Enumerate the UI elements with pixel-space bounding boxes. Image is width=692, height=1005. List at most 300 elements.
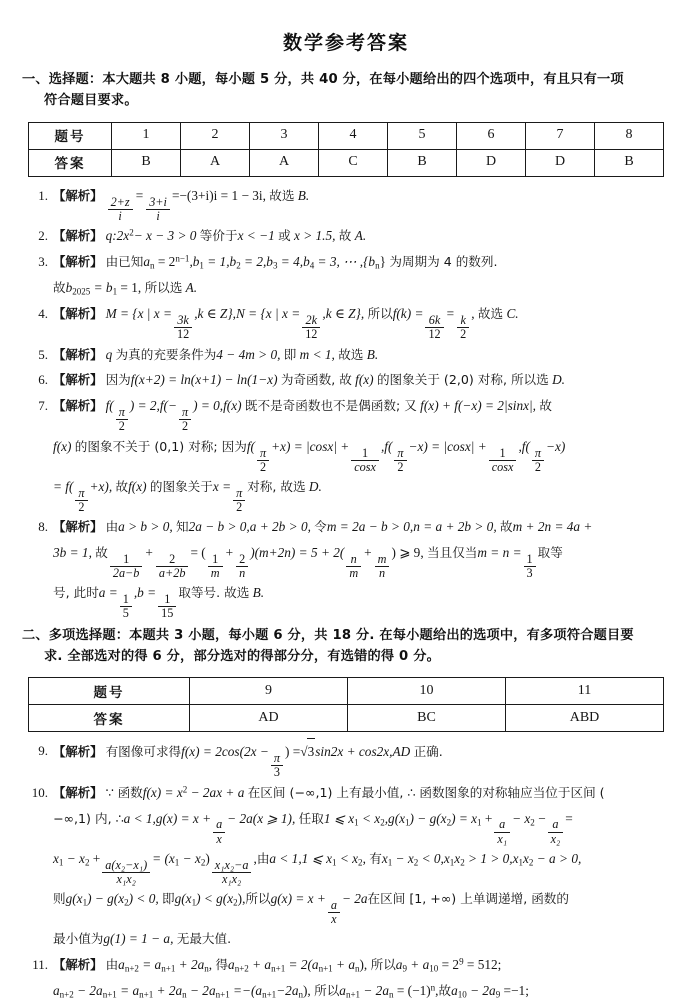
expr-equals-a: = a [138, 957, 162, 973]
subscript: n [375, 260, 380, 271]
section-one-line2: 符合题目要求。 [44, 93, 138, 109]
expression-rest: =−(3+i)i = 1 − 3i, [171, 187, 266, 203]
fraction-numerator: 2 [156, 553, 189, 567]
table-cell-q8: 8 [595, 122, 664, 149]
expr-minus-2a: − 2a [360, 983, 389, 999]
equals-b1: = b [90, 280, 113, 296]
subscript: n+1 [271, 963, 286, 974]
table-cell-a10: BC [348, 705, 506, 732]
table-row-header-number: 题号 [29, 122, 112, 149]
parity-text: 既不是奇函数也不是偶函数; 又 [244, 398, 417, 414]
min-value-text: 在区间 (−∞,1) 上有最小值, ∴ 函数图象的对称轴应当位于区间 ( [247, 784, 605, 800]
expr-plus-a: + a [332, 957, 355, 973]
fraction-1-over-cosx [351, 447, 379, 474]
expr-x: x [454, 850, 461, 866]
fraction-denominator: cosx [491, 459, 514, 474]
comma: , [208, 957, 213, 973]
conclusion-text: 取等号. 故选 [178, 585, 250, 601]
answer-choice: A. [354, 228, 367, 244]
fraction-numerator: 3+i [146, 196, 170, 210]
fraction-numerator: π [116, 406, 128, 420]
expr-minus-a-gt-0: − a > 0, [533, 850, 582, 866]
analysis-tag: 【解析】 [53, 398, 103, 414]
table-cell-q2: 2 [181, 122, 250, 149]
close-paren: ), [303, 983, 311, 999]
expr-3b-1: 3b = 1, [53, 545, 92, 561]
fraction-1-over-m [208, 553, 223, 580]
equals-0-fx: ) = 0,f(x) [193, 398, 242, 414]
equals-two: = 2 [154, 253, 176, 269]
correct-text: 正确. [413, 744, 443, 760]
expr-plus-a: + a [248, 957, 272, 973]
from-graph-text: 有图像可求得 [105, 744, 182, 760]
expr-minus-gx: ) − g(x [87, 891, 125, 907]
fraction-numerator: 1 [110, 553, 143, 567]
from-text: 由 [105, 519, 119, 535]
expr-equals-neg-open: =−(a [229, 983, 263, 999]
fraction-denominator: 12 [428, 327, 441, 342]
fraction-pi-over-2 [75, 487, 87, 514]
fraction-denominator: x [331, 912, 337, 927]
b-value-3: = 4,b [277, 253, 310, 269]
fraction-3plusi-over-i [146, 196, 170, 223]
subscript: n [204, 963, 209, 974]
table-cell-a11: ABD [506, 705, 664, 732]
conclusion-text: 对称, 故选 [247, 478, 306, 494]
analysis-tag: 【解析】 [53, 784, 103, 800]
subscript: 9 [402, 963, 407, 974]
solution-number: 2. [38, 228, 48, 244]
solution-number: 3. [38, 253, 48, 269]
solution-number: 11. [32, 957, 48, 973]
fraction-numerator: π [75, 487, 87, 501]
table-row [29, 122, 664, 149]
expr-abs-cos: +x) = |cosx| + [271, 438, 350, 454]
exponent: n [430, 983, 436, 994]
expr-minus-2a: − 2a [186, 983, 216, 999]
fraction-numerator: 1 [351, 447, 379, 461]
fraction-denominator: 2 [236, 499, 243, 514]
solution-line [53, 514, 670, 540]
namely-text: 即 [283, 346, 297, 362]
answer-table-one [28, 122, 664, 177]
fraction-pi-over-2 [394, 447, 406, 474]
subscript: 2 [200, 857, 206, 868]
solution-item-7 [22, 393, 670, 514]
analysis-tag: 【解析】 [53, 372, 103, 388]
solution-number: 1. [38, 187, 48, 203]
expr-a: a [228, 957, 235, 973]
fraction-numerator: k [457, 314, 469, 328]
solution-number: 6. [38, 372, 48, 388]
fraction-denominator: n [239, 566, 246, 581]
subscript: 1 [82, 897, 88, 908]
plus-sign: + [225, 545, 234, 561]
solution-item-5 [22, 342, 670, 368]
because-function-text: ∵ 函数 [105, 784, 143, 800]
therefore-text: 故 [53, 280, 66, 296]
subscript: n+2 [234, 963, 249, 974]
fraction-pi-over-2 [179, 406, 191, 433]
know-text: 知 [176, 519, 189, 535]
expr-ge-9: ) ⩾ 9, [391, 545, 424, 561]
given-text: 由已知 [105, 253, 144, 269]
fraction-3k-over-12 [174, 314, 192, 341]
solution-line [53, 393, 670, 433]
fraction-2k-over-12 [302, 314, 320, 341]
function-fx: f(x) [355, 372, 374, 388]
then-text: 则 [53, 891, 66, 907]
expr-lt-gx: ) < g(x [196, 891, 234, 907]
fraction-numerator: π [257, 447, 269, 461]
expr-a9: a [395, 957, 403, 973]
expr-a10: a [451, 983, 458, 999]
fraction-numerator: x₁x₂−a [212, 859, 252, 873]
subscript: 2 [413, 857, 419, 868]
comma: , [362, 850, 366, 866]
func-open-2: ,f( [380, 438, 393, 454]
subscript: n [150, 260, 155, 271]
fraction-numerator: 2 [236, 553, 248, 567]
from-text: 由 [256, 850, 270, 866]
expr-gt-1-gt-0: > 1 > 0,x [464, 850, 519, 866]
fraction-denominator: 2 [181, 419, 189, 434]
fraction-denominator: i [118, 208, 122, 223]
expr-minus-x: − x [392, 850, 414, 866]
table-row [29, 149, 664, 176]
expr-x1-lt-x2: 1 ⩽ x [323, 810, 355, 826]
expr-lt-x: < x [336, 850, 359, 866]
fraction-2-over-a-2b [156, 553, 189, 580]
because-text: 因为 [105, 372, 131, 388]
subscript: 2 [124, 897, 129, 908]
solution-number: 5. [38, 346, 48, 362]
expr-gx: g(x [174, 891, 192, 907]
fraction-numerator: 1 [208, 553, 223, 567]
fraction-pi-over-2 [532, 447, 544, 474]
expr-equals-512: = 512; [463, 957, 502, 973]
solution-number: 9. [38, 743, 48, 759]
subscript: n+1 [215, 990, 230, 1000]
subscript: n+2 [59, 990, 74, 1000]
expr-abs-cos-2: −x) = |cosx| + [408, 438, 487, 454]
solution-line [53, 367, 670, 393]
from-text: 由 [105, 957, 119, 973]
plus-sign: + [364, 545, 372, 561]
condition-text: 为真的充要条件为 [115, 346, 217, 362]
solution-item-1 [22, 183, 670, 223]
subscript: 1 [112, 286, 118, 297]
period-text: 为周期为 4 的数列. [389, 253, 498, 269]
subscript: 10 [429, 963, 439, 974]
function-fx: f(x) [128, 478, 147, 494]
have-text: 有 [369, 850, 382, 866]
subscript: n+1 [345, 990, 361, 1000]
solution-number: 8. [38, 519, 48, 535]
table-cell-q4: 4 [319, 122, 388, 149]
answer-table-two-wrap [22, 673, 670, 738]
fraction-1-over-15 [158, 593, 176, 620]
table-cell-a5: B [388, 149, 457, 176]
expr-minus-x: − x [179, 850, 201, 866]
let-text: 令 [314, 519, 327, 535]
b-term-1: ,b [189, 253, 200, 269]
equals-sign: = [565, 810, 573, 826]
fraction-denominator: x [216, 831, 222, 846]
fraction-k-over-2 [457, 314, 469, 341]
table-cell-a7: D [526, 149, 595, 176]
table-cell-q3: 3 [250, 122, 319, 149]
fraction-denominator: 2 [259, 459, 267, 474]
fraction-pi-over-2 [233, 487, 245, 514]
solution-body [53, 223, 670, 249]
fraction-denominator: x₁ [497, 831, 508, 846]
table-cell-a2: A [181, 149, 250, 176]
solution-line [53, 580, 670, 620]
subscript: 1 [477, 817, 482, 828]
solution-body [53, 367, 670, 393]
fraction-numerator: a [328, 899, 340, 913]
solution-item-9 [22, 738, 670, 779]
table-cell-q5: 5 [388, 122, 457, 149]
subscript: 2 [236, 260, 241, 271]
fraction-denominator: m [210, 566, 220, 581]
solution-body [53, 393, 670, 514]
expr-x: x [523, 850, 529, 866]
subscript: 2 [358, 857, 363, 868]
equivalent-text: 等价于 [199, 228, 238, 244]
table-row [29, 705, 664, 732]
fraction-denominator: 2a−b [112, 566, 140, 581]
fraction-numerator: 1 [120, 593, 132, 607]
answer-choice: B. [297, 187, 310, 203]
fraction-numerator: a(x₂−x₁) [102, 859, 150, 873]
expr-minus-x: − x [63, 850, 85, 866]
plus-sign: + [481, 810, 493, 826]
expression-inequality: − x − 3 > 0 [133, 228, 197, 244]
fraction-denominator: 2 [118, 419, 125, 434]
expr-a-equals: a = [98, 585, 118, 601]
comma: , [435, 983, 439, 999]
equals-f-open: = f( [53, 478, 74, 494]
answer-table-two [28, 677, 664, 732]
odd-function-text: 为奇函数, 故 [280, 372, 352, 388]
equals-open-paren: = ( [190, 545, 206, 561]
subscript: 1 [332, 857, 337, 868]
exponent: n−1 [175, 253, 190, 264]
fraction-denominator: 3 [273, 765, 280, 780]
section-two-line2: 求. 全部选对的得 6 分，部分选对的得部分分，有选错的得 0 分。 [44, 649, 440, 665]
table-cell-q11: 11 [506, 678, 664, 705]
subscript: n [298, 990, 303, 1000]
subscript: 1 [174, 857, 180, 868]
fraction-pi-over-2 [116, 406, 128, 433]
expr-minus-2a9: − 2a [466, 983, 496, 999]
therefore-text: 所以 [367, 306, 393, 322]
table-cell-q10: 10 [348, 678, 506, 705]
equals-sign: ) = [284, 744, 301, 760]
equals-one: = 1, [117, 280, 142, 296]
fraction-numerator: 6k [425, 314, 443, 328]
func-open-3: ,f( [518, 438, 530, 454]
expr-equals-neg1-end: =−1; [500, 983, 529, 999]
section-two-label: 二、多项选择题： [22, 627, 130, 643]
fraction-denominator: cosx [354, 459, 376, 474]
fraction-denominator: 2 [460, 327, 467, 342]
subscript: 1 [199, 260, 204, 271]
fraction-1-over-3 [524, 553, 536, 580]
subscript: n+1 [161, 963, 176, 974]
fraction-1-over-cosx [489, 447, 517, 474]
solution-body [53, 952, 670, 1004]
expr-m2n-expand: )(m+2n) = 5 + 2( [250, 545, 345, 561]
therefore-text: 所以 [370, 957, 396, 973]
section-heading-one [22, 69, 670, 112]
exponent: 9 [459, 956, 464, 967]
fraction-denominator: 2 [534, 459, 541, 474]
expr-a-lt-1-range: a < 1,1 ⩽ x [269, 850, 332, 866]
fraction-numerator: 2k [302, 314, 320, 328]
subscript: 1 [58, 857, 64, 868]
subscript: 1 [405, 817, 410, 828]
b-2025: b [65, 280, 73, 296]
fraction-numerator: π [394, 447, 406, 461]
fraction-numerator: π [271, 752, 283, 766]
fraction-2-over-n [236, 553, 248, 580]
table-row-header-answer: 答案 [29, 149, 112, 176]
conclusion-text: 所以选 [144, 280, 183, 296]
func-open: f( [105, 398, 114, 414]
analysis-tag: 【解析】 [53, 957, 103, 973]
solution-item-6 [22, 367, 670, 393]
table-cell-a3: A [250, 149, 319, 176]
therefore-text: 故 [500, 519, 513, 535]
analysis-tag: 【解析】 [53, 744, 103, 760]
b-value-2: = 2,b [240, 253, 273, 269]
subscript: 1 [449, 857, 455, 868]
exponent: 2 [129, 227, 134, 238]
expr-equals-neg1: = (−1) [393, 983, 431, 999]
table-cell-q6: 6 [457, 122, 526, 149]
radicand: 3 [307, 738, 316, 765]
fraction-numerator: 1 [489, 447, 517, 461]
solution-line [53, 301, 670, 341]
answer-choice: A. [185, 280, 198, 296]
answer-choice: B. [252, 585, 265, 601]
subscript: 2 [233, 897, 238, 908]
fraction-pi-over-3 [271, 752, 283, 779]
solution-number: 10. [31, 784, 48, 800]
fraction-1-over-2a-b [110, 553, 143, 580]
expr-a: a [118, 957, 125, 973]
fraction-denominator: 12 [176, 327, 190, 342]
fraction-numerator: n [346, 553, 361, 567]
fraction-denominator: 12 [305, 327, 318, 342]
fraction-denominator: 15 [161, 606, 174, 621]
solution-body [53, 249, 670, 301]
table-cell-a6: D [457, 149, 526, 176]
therefore-text: 所以 [245, 891, 271, 907]
exponent: 2 [182, 784, 188, 795]
solution-body [53, 301, 670, 341]
solution-line [53, 738, 670, 779]
solution-line [53, 952, 670, 978]
fraction-ax2x1-over-x1x2 [102, 859, 150, 886]
subscript: 9 [495, 990, 501, 1000]
expr-minus-2a: − 2a [341, 891, 368, 907]
fraction-denominator: x₂ [550, 831, 561, 846]
expression-sum-sin: f(x) + f(−x) = 2|sinx|, [420, 398, 536, 414]
solution-body [53, 514, 670, 620]
expr-b-equals: ,b = [133, 585, 157, 601]
fraction-a-over-x [213, 818, 225, 845]
solution-line [53, 275, 670, 301]
analysis-tag: 【解析】 [53, 346, 103, 362]
solution-number: 7. [38, 398, 48, 414]
expr-x: x [53, 850, 59, 866]
expr-m-2n: m + 2n = 4a + [512, 519, 593, 535]
table-cell-q9: 9 [190, 678, 348, 705]
fraction-x1x2-a-over-x1x2 [212, 859, 252, 886]
analysis-tag: 【解析】 [53, 306, 103, 322]
minus-sign: − [534, 810, 546, 826]
close-paren: ), [237, 891, 246, 907]
solution-line [53, 846, 670, 886]
fraction-1-over-5 [120, 593, 132, 620]
fraction-numerator: a [548, 818, 564, 832]
expr-equals-a: = a [116, 983, 140, 999]
inequality-2a-b: 2a − b > 0,a + 2b > 0, [188, 519, 311, 535]
expr-lt-x: < x [358, 810, 381, 826]
solution-body [53, 780, 670, 953]
not-symmetric-text: 的图象不关于 (0,1) 对称; 因为 [74, 438, 247, 454]
iff-text: 当且仅当 [427, 545, 478, 561]
subscript: n [182, 990, 187, 1000]
solution-number: 4. [38, 306, 48, 322]
fraction-numerator: a [494, 818, 510, 832]
expr-x: x [381, 850, 388, 866]
therefore-text: 所以 [314, 983, 340, 999]
subscript: 2 [380, 817, 385, 828]
fraction-numerator: 3k [174, 314, 192, 328]
expr-2cos: f(x) = 2cos(2x − [181, 744, 269, 760]
fraction-numerator: 1 [158, 593, 176, 607]
expr-equals-open: = (x [152, 850, 175, 866]
fraction-numerator: 1 [524, 553, 536, 567]
fraction-a-over-x1 [494, 818, 510, 845]
expr-a-lt-1-gx: a < 1,g(x) = x + [123, 810, 212, 826]
fraction-m-over-n [375, 553, 390, 580]
inequality-m-lt-1: m < 1, [299, 346, 335, 362]
fraction-2plusz-over-i [108, 196, 133, 223]
expr-a: a [339, 983, 346, 999]
solution-body [53, 183, 670, 223]
table-cell-a9: AD [190, 705, 348, 732]
subscript: 1 [191, 897, 197, 908]
increasing-text: 在区间 [1, +∞) 上单调递增, 函数的 [367, 891, 569, 907]
expr-lt-0: < 0,x [418, 850, 450, 866]
expr-minus-2a: −2a [276, 983, 299, 999]
function-fx: f(x) [53, 438, 72, 454]
axis-x-equals: x = [212, 478, 232, 494]
symmetric-about-text: 的图象关于 [149, 478, 213, 494]
answer-choice: D. [552, 372, 566, 388]
interval-text: −∞,1) 内, ∴ [53, 810, 124, 826]
subscript: 2 [528, 857, 534, 868]
expr-minus-2a: − 2a [73, 983, 103, 999]
min-value-label: 最小值为 [53, 931, 104, 947]
inequality-4-4m: 4 − 4m > 0, [216, 346, 281, 362]
